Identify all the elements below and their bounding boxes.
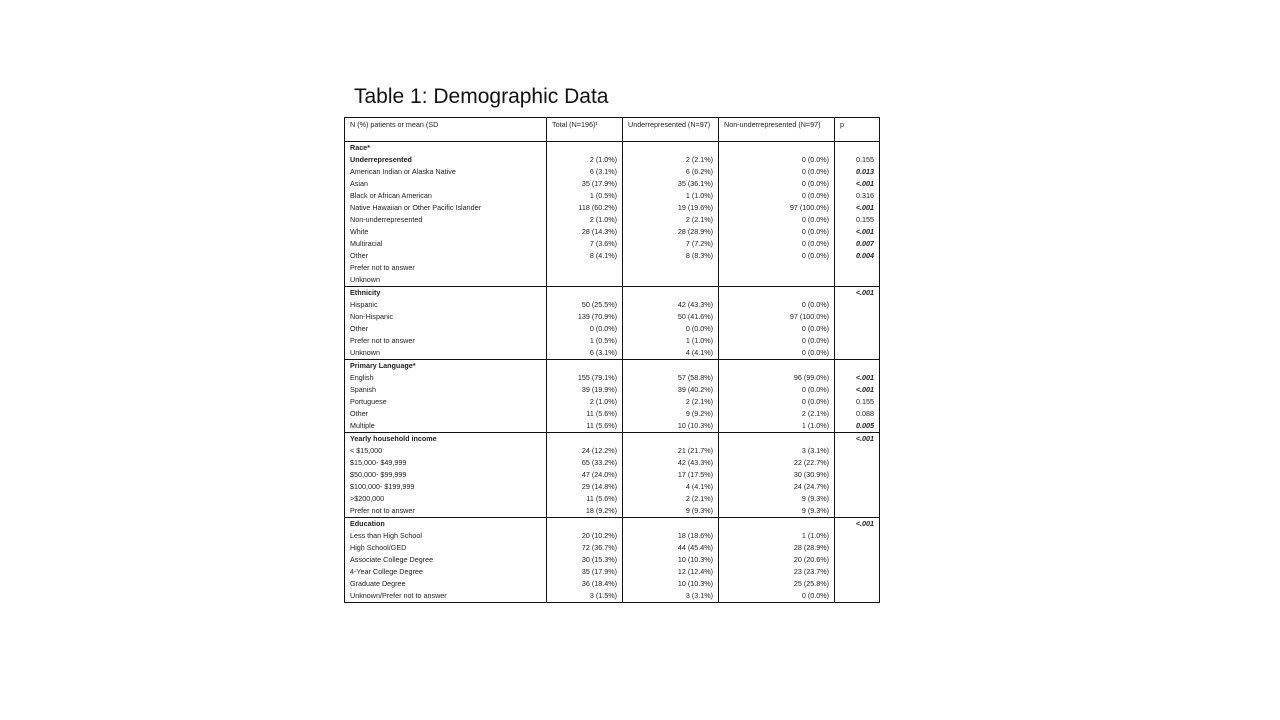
underrepresented-value-cell bbox=[623, 433, 719, 446]
non-underrepresented-value-cell: 0 (0.0%) bbox=[719, 250, 835, 262]
p-value-cell: <.001 bbox=[835, 518, 880, 531]
non-underrepresented-value-cell: 97 (100.0%) bbox=[719, 311, 835, 323]
p-value-cell: 0.316 bbox=[835, 190, 880, 202]
total-value-cell bbox=[547, 262, 623, 274]
underrepresented-value-cell: 2 (2.1%) bbox=[623, 493, 719, 505]
table-row bbox=[345, 347, 880, 360]
total-value-cell: 3 (1.5%) bbox=[547, 590, 623, 603]
table-row bbox=[345, 335, 880, 347]
total-value-cell: 65 (33.2%) bbox=[547, 457, 623, 469]
total-value-cell: 36 (18.4%) bbox=[547, 578, 623, 590]
non-underrepresented-value-cell: 3 (3.1%) bbox=[719, 445, 835, 457]
underrepresented-value-cell: 19 (19.6%) bbox=[623, 202, 719, 214]
underrepresented-value-cell: 10 (10.3%) bbox=[623, 554, 719, 566]
underrepresented-value-cell: 9 (9.2%) bbox=[623, 408, 719, 420]
total-value-cell: 139 (70.9%) bbox=[547, 311, 623, 323]
table-row bbox=[345, 360, 880, 373]
p-value-cell bbox=[835, 142, 880, 155]
p-value-cell: 0.007 bbox=[835, 238, 880, 250]
p-value-cell bbox=[835, 505, 880, 518]
total-value-cell bbox=[547, 518, 623, 531]
table-row bbox=[345, 420, 880, 433]
row-label-cell: Primary Language* bbox=[345, 360, 547, 373]
non-underrepresented-value-cell: 0 (0.0%) bbox=[719, 214, 835, 226]
underrepresented-value-cell: 12 (12.4%) bbox=[623, 566, 719, 578]
row-label-cell: Portuguese bbox=[345, 396, 547, 408]
underrepresented-value-cell: 10 (10.3%) bbox=[623, 420, 719, 433]
table-row bbox=[345, 178, 880, 190]
total-value-cell: 50 (25.5%) bbox=[547, 299, 623, 311]
table-row bbox=[345, 214, 880, 226]
p-value-cell: 0.088 bbox=[835, 408, 880, 420]
p-value-cell: <.001 bbox=[835, 372, 880, 384]
table-row bbox=[345, 323, 880, 335]
table-row bbox=[345, 530, 880, 542]
non-underrepresented-value-cell: 22 (22.7%) bbox=[719, 457, 835, 469]
p-value-cell: 0.005 bbox=[835, 420, 880, 433]
p-value-cell: <.001 bbox=[835, 178, 880, 190]
underrepresented-value-cell: 2 (2.1%) bbox=[623, 214, 719, 226]
underrepresented-value-cell: 8 (8.3%) bbox=[623, 250, 719, 262]
non-underrepresented-value-cell: 0 (0.0%) bbox=[719, 347, 835, 360]
non-underrepresented-value-cell: 23 (23.7%) bbox=[719, 566, 835, 578]
p-value-cell: 0.004 bbox=[835, 250, 880, 262]
p-value-cell: <.001 bbox=[835, 287, 880, 300]
table-section bbox=[345, 433, 880, 518]
non-underrepresented-value-cell: 20 (20.6%) bbox=[719, 554, 835, 566]
row-label-cell: Other bbox=[345, 250, 547, 262]
underrepresented-value-cell: 21 (21.7%) bbox=[623, 445, 719, 457]
total-value-cell: 39 (19.9%) bbox=[547, 384, 623, 396]
table-row bbox=[345, 274, 880, 287]
underrepresented-value-cell: 18 (18.6%) bbox=[623, 530, 719, 542]
row-label-cell: Prefer not to answer bbox=[345, 335, 547, 347]
p-value-cell bbox=[835, 274, 880, 287]
header-non-underrepresented-col: Non-underrepresented (N=97) bbox=[719, 118, 835, 142]
total-value-cell: 47 (24.0%) bbox=[547, 469, 623, 481]
underrepresented-value-cell: 39 (40.2%) bbox=[623, 384, 719, 396]
underrepresented-value-cell: 50 (41.6%) bbox=[623, 311, 719, 323]
table-row bbox=[345, 578, 880, 590]
non-underrepresented-value-cell: 0 (0.0%) bbox=[719, 384, 835, 396]
non-underrepresented-value-cell bbox=[719, 262, 835, 274]
table-row bbox=[345, 142, 880, 155]
table-row bbox=[345, 372, 880, 384]
table-row bbox=[345, 190, 880, 202]
table-row bbox=[345, 445, 880, 457]
table-row bbox=[345, 457, 880, 469]
underrepresented-value-cell: 1 (1.0%) bbox=[623, 335, 719, 347]
underrepresented-value-cell: 1 (1.0%) bbox=[623, 190, 719, 202]
row-label-cell: Race* bbox=[345, 142, 547, 155]
non-underrepresented-value-cell: 0 (0.0%) bbox=[719, 166, 835, 178]
row-label-cell: Unknown/Prefer not to answer bbox=[345, 590, 547, 603]
table-title: Table 1: Demographic Data bbox=[354, 85, 609, 108]
p-value-cell bbox=[835, 469, 880, 481]
total-value-cell: 8 (4.1%) bbox=[547, 250, 623, 262]
row-label-cell: Spanish bbox=[345, 384, 547, 396]
total-value-cell: 6 (3.1%) bbox=[547, 347, 623, 360]
p-value-cell bbox=[835, 299, 880, 311]
total-value-cell: 0 (0.0%) bbox=[547, 323, 623, 335]
row-label-cell: $100,000- $199,999 bbox=[345, 481, 547, 493]
underrepresented-value-cell: 42 (43.3%) bbox=[623, 457, 719, 469]
total-value-cell: 7 (3.6%) bbox=[547, 238, 623, 250]
row-label-cell: Education bbox=[345, 518, 547, 531]
underrepresented-value-cell: 42 (43.3%) bbox=[623, 299, 719, 311]
underrepresented-value-cell: 44 (45.4%) bbox=[623, 542, 719, 554]
non-underrepresented-value-cell bbox=[719, 142, 835, 155]
header-underrepresented-col: Underrepresented (N=97) bbox=[623, 118, 719, 142]
total-value-cell: 6 (3.1%) bbox=[547, 166, 623, 178]
p-value-cell bbox=[835, 360, 880, 373]
row-label-cell: Ethnicity bbox=[345, 287, 547, 300]
table-row bbox=[345, 202, 880, 214]
underrepresented-value-cell: 6 (6.2%) bbox=[623, 166, 719, 178]
table-section bbox=[345, 360, 880, 433]
p-value-cell bbox=[835, 530, 880, 542]
row-label-cell: Unknown bbox=[345, 274, 547, 287]
non-underrepresented-value-cell bbox=[719, 274, 835, 287]
p-value-cell bbox=[835, 335, 880, 347]
row-label-cell: Non-Hispanic bbox=[345, 311, 547, 323]
row-label-cell: $50,000- $99,999 bbox=[345, 469, 547, 481]
underrepresented-value-cell: 9 (9.3%) bbox=[623, 505, 719, 518]
underrepresented-value-cell bbox=[623, 274, 719, 287]
underrepresented-value-cell: 2 (2.1%) bbox=[623, 154, 719, 166]
row-label-cell: $15,000- $49,999 bbox=[345, 457, 547, 469]
row-label-cell: Other bbox=[345, 323, 547, 335]
underrepresented-value-cell: 0 (0.0%) bbox=[623, 323, 719, 335]
table-row bbox=[345, 518, 880, 531]
underrepresented-value-cell bbox=[623, 142, 719, 155]
table-row bbox=[345, 554, 880, 566]
p-value-cell bbox=[835, 590, 880, 603]
non-underrepresented-value-cell: 9 (9.3%) bbox=[719, 505, 835, 518]
table-row bbox=[345, 542, 880, 554]
row-label-cell: Non-underrepresented bbox=[345, 214, 547, 226]
total-value-cell: 2 (1.0%) bbox=[547, 396, 623, 408]
non-underrepresented-value-cell: 9 (9.3%) bbox=[719, 493, 835, 505]
total-value-cell bbox=[547, 274, 623, 287]
table-row bbox=[345, 250, 880, 262]
non-underrepresented-value-cell: 24 (24.7%) bbox=[719, 481, 835, 493]
table-row bbox=[345, 505, 880, 518]
non-underrepresented-value-cell: 25 (25.8%) bbox=[719, 578, 835, 590]
table-row bbox=[345, 396, 880, 408]
table-section bbox=[345, 287, 880, 360]
p-value-cell bbox=[835, 445, 880, 457]
demographic-table bbox=[344, 117, 880, 603]
table-row bbox=[345, 226, 880, 238]
p-value-cell bbox=[835, 481, 880, 493]
table-row bbox=[345, 154, 880, 166]
p-value-cell bbox=[835, 311, 880, 323]
header-total-col: Total (N=196)¹ bbox=[547, 118, 623, 142]
non-underrepresented-value-cell: 30 (30.9%) bbox=[719, 469, 835, 481]
p-value-cell bbox=[835, 566, 880, 578]
total-value-cell: 118 (60.2%) bbox=[547, 202, 623, 214]
table-section bbox=[345, 518, 880, 603]
row-label-cell: Prefer not to answer bbox=[345, 505, 547, 518]
row-label-cell: < $15,000 bbox=[345, 445, 547, 457]
underrepresented-value-cell: 4 (4.1%) bbox=[623, 347, 719, 360]
total-value-cell: 72 (36.7%) bbox=[547, 542, 623, 554]
non-underrepresented-value-cell: 0 (0.0%) bbox=[719, 190, 835, 202]
non-underrepresented-value-cell bbox=[719, 433, 835, 446]
header-label-col: N (%) patients or mean (SD bbox=[345, 118, 547, 142]
non-underrepresented-value-cell: 0 (0.0%) bbox=[719, 154, 835, 166]
underrepresented-value-cell: 10 (10.3%) bbox=[623, 578, 719, 590]
row-label-cell: Native Hawaiian or Other Pacific Islander bbox=[345, 202, 547, 214]
row-label-cell: Black or African American bbox=[345, 190, 547, 202]
total-value-cell bbox=[547, 142, 623, 155]
p-value-cell bbox=[835, 554, 880, 566]
non-underrepresented-value-cell: 0 (0.0%) bbox=[719, 396, 835, 408]
table-row bbox=[345, 238, 880, 250]
row-label-cell: Underrepresented bbox=[345, 154, 547, 166]
p-value-cell bbox=[835, 542, 880, 554]
table-row bbox=[345, 481, 880, 493]
p-value-cell: 0.155 bbox=[835, 154, 880, 166]
p-value-cell: 0.155 bbox=[835, 396, 880, 408]
row-label-cell: Multiple bbox=[345, 420, 547, 433]
non-underrepresented-value-cell: 1 (1.0%) bbox=[719, 530, 835, 542]
total-value-cell bbox=[547, 360, 623, 373]
underrepresented-value-cell bbox=[623, 287, 719, 300]
table-row bbox=[345, 311, 880, 323]
underrepresented-value-cell: 2 (2.1%) bbox=[623, 396, 719, 408]
p-value-cell: <.001 bbox=[835, 202, 880, 214]
underrepresented-value-cell: 3 (3.1%) bbox=[623, 590, 719, 603]
underrepresented-value-cell: 28 (28.9%) bbox=[623, 226, 719, 238]
non-underrepresented-value-cell: 2 (2.1%) bbox=[719, 408, 835, 420]
row-label-cell: Prefer not to answer bbox=[345, 262, 547, 274]
header-p-col: p bbox=[835, 118, 880, 142]
row-label-cell: Associate College Degree bbox=[345, 554, 547, 566]
total-value-cell: 29 (14.8%) bbox=[547, 481, 623, 493]
non-underrepresented-value-cell bbox=[719, 360, 835, 373]
table-row bbox=[345, 566, 880, 578]
total-value-cell: 1 (0.5%) bbox=[547, 335, 623, 347]
table-row bbox=[345, 590, 880, 603]
total-value-cell: 18 (9.2%) bbox=[547, 505, 623, 518]
non-underrepresented-value-cell: 28 (28.9%) bbox=[719, 542, 835, 554]
non-underrepresented-value-cell: 0 (0.0%) bbox=[719, 238, 835, 250]
p-value-cell: 0.013 bbox=[835, 166, 880, 178]
p-value-cell bbox=[835, 493, 880, 505]
row-label-cell: English bbox=[345, 372, 547, 384]
total-value-cell: 11 (5.6%) bbox=[547, 493, 623, 505]
total-value-cell: 20 (10.2%) bbox=[547, 530, 623, 542]
total-value-cell: 30 (15.3%) bbox=[547, 554, 623, 566]
row-label-cell: Other bbox=[345, 408, 547, 420]
underrepresented-value-cell: 4 (4.1%) bbox=[623, 481, 719, 493]
table-row bbox=[345, 287, 880, 300]
row-label-cell: Yearly household income bbox=[345, 433, 547, 446]
underrepresented-value-cell bbox=[623, 262, 719, 274]
row-label-cell: Graduate Degree bbox=[345, 578, 547, 590]
table-row bbox=[345, 433, 880, 446]
table-row bbox=[345, 493, 880, 505]
total-value-cell: 24 (12.2%) bbox=[547, 445, 623, 457]
row-label-cell: American Indian or Alaska Native bbox=[345, 166, 547, 178]
total-value-cell bbox=[547, 433, 623, 446]
total-value-cell bbox=[547, 287, 623, 300]
p-value-cell bbox=[835, 457, 880, 469]
non-underrepresented-value-cell: 1 (1.0%) bbox=[719, 420, 835, 433]
total-value-cell: 35 (17.9%) bbox=[547, 566, 623, 578]
total-value-cell: 2 (1.0%) bbox=[547, 154, 623, 166]
non-underrepresented-value-cell: 0 (0.0%) bbox=[719, 178, 835, 190]
total-value-cell: 35 (17.9%) bbox=[547, 178, 623, 190]
p-value-cell: <.001 bbox=[835, 433, 880, 446]
underrepresented-value-cell bbox=[623, 518, 719, 531]
p-value-cell: 0.155 bbox=[835, 214, 880, 226]
p-value-cell bbox=[835, 578, 880, 590]
underrepresented-value-cell: 7 (7.2%) bbox=[623, 238, 719, 250]
table-row bbox=[345, 408, 880, 420]
row-label-cell: >$200,000 bbox=[345, 493, 547, 505]
row-label-cell: Less than High School bbox=[345, 530, 547, 542]
p-value-cell bbox=[835, 347, 880, 360]
table-row bbox=[345, 299, 880, 311]
table-section bbox=[345, 142, 880, 287]
non-underrepresented-value-cell bbox=[719, 518, 835, 531]
non-underrepresented-value-cell: 96 (99.0%) bbox=[719, 372, 835, 384]
underrepresented-value-cell: 57 (58.8%) bbox=[623, 372, 719, 384]
underrepresented-value-cell bbox=[623, 360, 719, 373]
p-value-cell bbox=[835, 323, 880, 335]
non-underrepresented-value-cell: 0 (0.0%) bbox=[719, 299, 835, 311]
table-row bbox=[345, 384, 880, 396]
total-value-cell: 2 (1.0%) bbox=[547, 214, 623, 226]
table-row bbox=[345, 469, 880, 481]
underrepresented-value-cell: 17 (17.5%) bbox=[623, 469, 719, 481]
total-value-cell: 11 (5.6%) bbox=[547, 408, 623, 420]
p-value-cell: <.001 bbox=[835, 226, 880, 238]
header-row bbox=[345, 118, 880, 142]
row-label-cell: Multiracial bbox=[345, 238, 547, 250]
total-value-cell: 155 (79.1%) bbox=[547, 372, 623, 384]
underrepresented-value-cell: 35 (36.1%) bbox=[623, 178, 719, 190]
p-value-cell: <.001 bbox=[835, 384, 880, 396]
row-label-cell: Unknown bbox=[345, 347, 547, 360]
total-value-cell: 28 (14.3%) bbox=[547, 226, 623, 238]
p-value-cell bbox=[835, 262, 880, 274]
row-label-cell: Asian bbox=[345, 178, 547, 190]
row-label-cell: White bbox=[345, 226, 547, 238]
non-underrepresented-value-cell bbox=[719, 287, 835, 300]
non-underrepresented-value-cell: 0 (0.0%) bbox=[719, 590, 835, 603]
row-label-cell: 4-Year College Degree bbox=[345, 566, 547, 578]
table-row bbox=[345, 166, 880, 178]
non-underrepresented-value-cell: 97 (100.0%) bbox=[719, 202, 835, 214]
non-underrepresented-value-cell: 0 (0.0%) bbox=[719, 226, 835, 238]
total-value-cell: 1 (0.5%) bbox=[547, 190, 623, 202]
row-label-cell: Hispanic bbox=[345, 299, 547, 311]
non-underrepresented-value-cell: 0 (0.0%) bbox=[719, 335, 835, 347]
row-label-cell: High School/GED bbox=[345, 542, 547, 554]
total-value-cell: 11 (5.6%) bbox=[547, 420, 623, 433]
table-row bbox=[345, 262, 880, 274]
non-underrepresented-value-cell: 0 (0.0%) bbox=[719, 323, 835, 335]
